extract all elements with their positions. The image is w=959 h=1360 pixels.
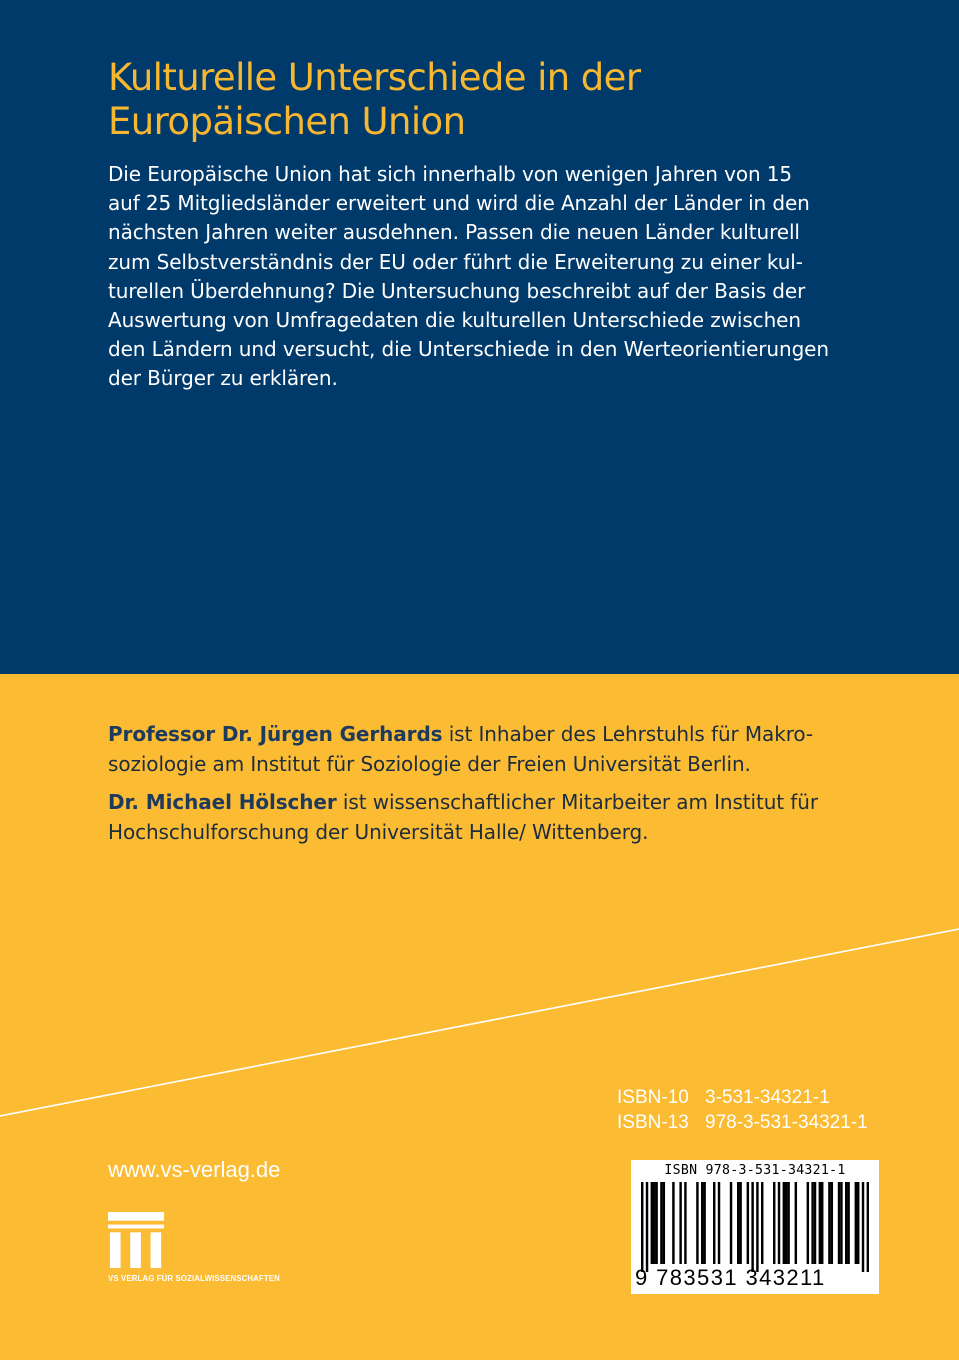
- barcode-bar: [641, 1182, 643, 1272]
- barcode-bar: [737, 1182, 739, 1264]
- isbn13-row: [617, 1110, 868, 1135]
- barcode-bar: [862, 1182, 864, 1272]
- barcode-digits: 9 783531 343211: [635, 1265, 826, 1290]
- barcode-bars: [641, 1182, 869, 1274]
- barcode-bar: [847, 1182, 849, 1264]
- book-title-line: Europäischen Union: [108, 100, 466, 143]
- description-line: Die Europäische Union hat sich innerhalb von wenigen Jahren von 15: [108, 162, 793, 186]
- barcode-bar: [838, 1182, 840, 1264]
- barcode-bar: [655, 1182, 657, 1264]
- cover-top-panel: [0, 0, 959, 674]
- book-title: [108, 56, 908, 144]
- barcode-bar: [653, 1182, 655, 1264]
- publisher-url[interactable]: www.vs-verlag.de: [108, 1157, 281, 1182]
- barcode-bar: [761, 1182, 763, 1264]
- description-line: auf 25 Mitgliedsländer erweitert und wird die Anzahl der Länder in den: [108, 191, 810, 216]
- isbn10-label: ISBN-10: [617, 1087, 689, 1108]
- book-description: [108, 160, 868, 394]
- barcode-bar: [787, 1182, 789, 1264]
- barcode-bar: [811, 1182, 813, 1264]
- barcode-bar: [819, 1182, 821, 1264]
- publisher-logo-icon: [108, 1212, 166, 1270]
- barcode-bar: [713, 1182, 715, 1264]
- barcode-bar: [663, 1182, 665, 1264]
- isbn10-value: 3-531-34321-1: [705, 1087, 830, 1108]
- author-bio-text: ist wissenschaftlicher Mitarbeiter am Institut für: [336, 790, 818, 814]
- author-name: Professor Dr. Jürgen Gerhards: [108, 722, 443, 746]
- isbn-block: [617, 1085, 868, 1135]
- barcode-bar: [821, 1182, 823, 1264]
- author-bio-line: Hochschulforschung der Universität Halle/ Wittenberg.: [108, 819, 649, 844]
- barcode-bar: [701, 1182, 703, 1264]
- barcode-bar: [684, 1182, 686, 1264]
- isbn13-label: ISBN-13: [617, 1112, 689, 1133]
- barcode-bar: [840, 1182, 842, 1264]
- barcode-bar: [672, 1182, 674, 1264]
- barcode-bar: [857, 1182, 859, 1264]
- barcode-bar: [718, 1182, 720, 1264]
- publisher-logo-caption: VS VERLAG FÜR SOZIALWISSENSCHAFTEN: [108, 1274, 280, 1283]
- barcode-bar: [660, 1182, 662, 1264]
- barcode-bar: [795, 1182, 797, 1264]
- barcode-bar: [773, 1182, 775, 1264]
- barcode-bar: [867, 1182, 869, 1272]
- barcode-bar: [855, 1182, 857, 1264]
- barcode-bar: [646, 1182, 648, 1272]
- author-bio-line: [108, 788, 868, 818]
- barcode-bar: [739, 1182, 741, 1264]
- author-bio-2: [108, 788, 868, 847]
- barcode-bar: [783, 1182, 785, 1264]
- barcode-bar: [778, 1182, 780, 1264]
- author-bio-line: soziologie am Institut für Soziologie der Freien Universität Berlin.: [108, 751, 751, 776]
- isbn10-row: [617, 1085, 868, 1110]
- barcode-bar: [751, 1182, 753, 1272]
- barcode-header: ISBN 978-3-531-34321-1: [664, 1163, 846, 1178]
- barcode-bar: [831, 1182, 833, 1264]
- barcode-bar: [679, 1182, 681, 1264]
- description-line: den Ländern und versucht, die Unterschiede in den Werteorientierungen: [108, 337, 829, 362]
- barcode-bar: [845, 1182, 847, 1264]
- description-line: turellen Überdehnung? Die Untersuchung beschreibt auf der Basis der: [108, 278, 806, 303]
- barcode-bar: [756, 1182, 758, 1272]
- description-line: zum Selbstverständnis der EU oder führt die Erweiterung zu einer kul-: [108, 249, 803, 274]
- author-name: Dr. Michael Hölscher: [108, 790, 337, 814]
- barcode-bar: [814, 1182, 816, 1264]
- author-bio-text: ist Inhaber des Lehrstuhls für Makro-: [442, 722, 814, 746]
- description-line: nächsten Jahren weiter ausdehnen. Passen die neuen Länder kulturell: [108, 220, 800, 245]
- barcode-bar: [730, 1182, 732, 1264]
- author-bio-1: [108, 720, 868, 779]
- author-bio-line: [108, 720, 868, 750]
- barcode-bar: [696, 1182, 698, 1264]
- isbn13-value: 978-3-531-34321-1: [705, 1112, 868, 1133]
- description-line: Auswertung von Umfragedaten die kulturellen Unterschiede zwischen: [108, 308, 801, 333]
- isbn-barcode: [631, 1160, 879, 1294]
- barcode-bar: [807, 1182, 809, 1264]
- barcode-bar: [651, 1182, 653, 1264]
- description-line: der Bürger zu erklären.: [108, 366, 338, 391]
- barcode-bar: [703, 1182, 705, 1264]
- book-title-line: Kulturelle Unterschiede in der: [108, 56, 641, 99]
- barcode-bar: [828, 1182, 830, 1264]
- barcode-bar: [747, 1182, 749, 1264]
- barcode-bar: [785, 1182, 787, 1264]
